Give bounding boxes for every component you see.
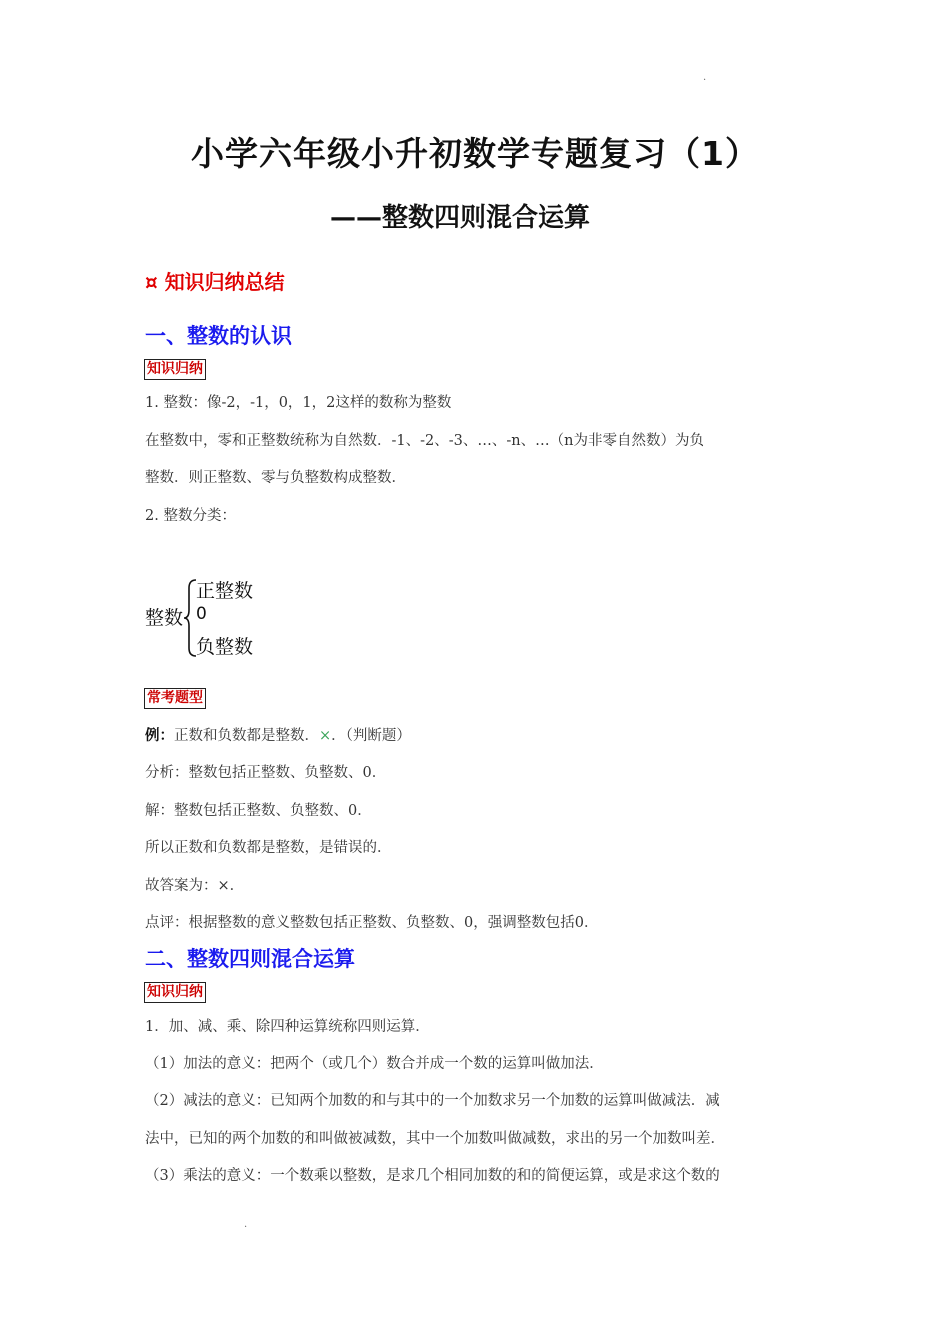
bottom-mark: . bbox=[244, 1219, 248, 1230]
section2-tag: 知识归纳 bbox=[144, 982, 206, 1003]
section2-heading: 二、整数四则混合运算 bbox=[145, 947, 355, 971]
page-subtitle: ——整数四则混合运算 bbox=[330, 203, 591, 233]
section1-line4: 2. 整数分类： bbox=[145, 508, 236, 524]
conclusion-line: 所以正数和负数都是整数，是错误的． bbox=[145, 840, 392, 856]
answer-line: 故答案为：×． bbox=[145, 878, 245, 894]
solution-line: 解：整数包括正整数、负整数、0． bbox=[145, 803, 372, 819]
section2-line4: 法中，已知的两个加数的和叫做被减数，其中一个加数叫做减数，求出的另一个加数叫差． bbox=[145, 1131, 725, 1147]
example-tail: ．（判断题） bbox=[331, 728, 411, 744]
section2-line5: （3）乘法的意义：一个数乘以整数，是求几个相同加数的和的简便运算，或是求这个数的 bbox=[145, 1168, 720, 1184]
example-line bbox=[145, 726, 810, 746]
classification-item-zero: 0 bbox=[196, 604, 207, 624]
page-title: 小学六年级小升初数学专题复习（1） bbox=[191, 134, 759, 173]
example-mark: × bbox=[319, 728, 332, 744]
section2-line2: （1）加法的意义：把两个（或几个）数合并成一个数的运算叫做加法． bbox=[145, 1056, 604, 1072]
section2-line3: （2）减法的意义：已知两个加数的和与其中的一个加数求另一个加数的运算叫做减法．减 bbox=[145, 1093, 720, 1109]
section1-line1: 1. 整数：像-2，-1，0，1，2这样的数称为整数 bbox=[145, 395, 452, 411]
classification-item-negative: 负整数 bbox=[196, 636, 254, 658]
summary-header: ¤ 知识归纳总结 bbox=[145, 270, 285, 294]
example-label: 例： bbox=[145, 727, 174, 744]
section1-heading: 一、整数的认识 bbox=[145, 324, 292, 348]
section1-line3: 整数．则正整数、零与负整数构成整数． bbox=[145, 470, 406, 486]
analysis-line: 分析：整数包括正整数、负整数、0． bbox=[145, 765, 387, 781]
section2-line1: 1．加、减、乘、除四种运算统称四则运算． bbox=[145, 1019, 430, 1035]
example-text: 正数和负数都是整数． bbox=[174, 728, 319, 744]
section1-tag2: 常考题型 bbox=[144, 688, 206, 709]
section1-tag: 知识归纳 bbox=[144, 359, 206, 380]
top-mark: . bbox=[703, 72, 707, 83]
section1-line2: 在整数中，零和正整数统称为自然数．-1、-2、-3、…、-n、…（n为非零自然数）为负 bbox=[145, 433, 704, 449]
comment-line: 点评：根据整数的意义整数包括正整数、负整数、0，强调整数包括0． bbox=[145, 915, 599, 931]
classification-root: 整数 bbox=[145, 607, 184, 629]
classification-item-positive: 正整数 bbox=[196, 580, 254, 602]
